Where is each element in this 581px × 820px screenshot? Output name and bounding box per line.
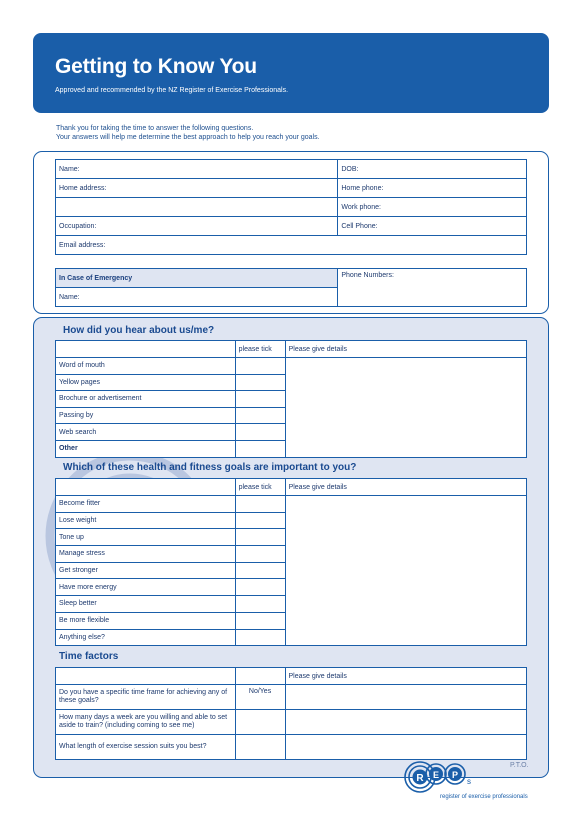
goal-item: Sleep better	[56, 596, 236, 613]
logo-text: register of exercise professionals	[440, 794, 528, 800]
hear-item: Passing by	[56, 407, 236, 424]
goal-tick-box[interactable]	[235, 546, 285, 563]
hear-tick-box[interactable]	[235, 374, 285, 391]
emergency-phone-field[interactable]	[338, 269, 527, 307]
dob-label: DOB:	[341, 165, 359, 173]
name-field[interactable]	[56, 160, 338, 179]
time-header-empty	[56, 668, 236, 685]
goals-col-tick: please tick	[235, 479, 285, 496]
hear-tick-box[interactable]	[235, 407, 285, 424]
home-address-label: Home address:	[59, 184, 107, 192]
goal-tick-box[interactable]	[235, 529, 285, 546]
logo-letter: P	[451, 770, 459, 780]
goal-item: Lose weight	[56, 512, 236, 529]
goal-tick-box[interactable]	[235, 612, 285, 629]
emergency-table	[55, 268, 527, 307]
pto-label: P.T.O.	[510, 762, 529, 769]
dob-field[interactable]	[338, 160, 527, 179]
hear-tick-box[interactable]	[235, 424, 285, 441]
work-phone-field[interactable]	[338, 198, 527, 217]
emergency-name-field[interactable]	[56, 288, 338, 307]
logo-letter: R	[416, 773, 424, 784]
hear-item: Other	[56, 440, 236, 457]
hear-header-empty	[56, 341, 236, 358]
hear-heading: How did you hear about us/me?	[63, 325, 215, 336]
work-phone-label: Work phone:	[341, 203, 381, 211]
logo-letter: E	[432, 770, 440, 780]
hear-item: Word of mouth	[56, 358, 236, 375]
goals-details-field[interactable]	[285, 496, 526, 646]
home-address-field[interactable]	[56, 179, 338, 198]
intro-text	[56, 124, 320, 142]
hear-tick-box[interactable]	[235, 358, 285, 375]
occupation-field[interactable]	[56, 217, 338, 236]
goal-tick-box[interactable]	[235, 596, 285, 613]
goal-tick-box[interactable]	[235, 562, 285, 579]
hear-col-details: Please give details	[285, 341, 526, 358]
time-question-2: How many days a week are you willing and able to set aside to train? (including coming to see me)	[56, 710, 236, 735]
time-details-2[interactable]	[285, 710, 526, 735]
emergency-title: In Case of Emergency	[56, 269, 338, 288]
time-header-blank	[235, 668, 285, 685]
hear-details-field[interactable]	[285, 358, 526, 458]
page-subtitle: Approved and recommended by the NZ Register of Exercise Professionals.	[55, 87, 289, 94]
time-heading: Time factors	[59, 651, 119, 662]
name-label: Name:	[59, 165, 80, 173]
time-question-1: Do you have a specific time frame for achieving any of these goals?	[56, 685, 236, 710]
hear-col-tick: please tick	[235, 341, 285, 358]
hear-item: Web search	[56, 424, 236, 441]
home-address-field-2[interactable]	[56, 198, 338, 217]
time-table	[55, 667, 527, 760]
personal-details-table	[55, 159, 527, 255]
hear-tick-box[interactable]	[235, 440, 285, 457]
cell-phone-field[interactable]	[338, 217, 527, 236]
goal-item: Get stronger	[56, 562, 236, 579]
goals-heading: Which of these health and fitness goals are important to you?	[63, 462, 357, 473]
goal-item: Anything else?	[56, 629, 236, 646]
goal-tick-box[interactable]	[235, 579, 285, 596]
page-title: Getting to Know You	[55, 55, 257, 78]
goal-tick-box[interactable]	[235, 512, 285, 529]
home-phone-label: Home phone:	[341, 184, 384, 192]
cell-phone-label: Cell Phone:	[341, 222, 378, 230]
time-details-3[interactable]	[285, 735, 526, 760]
hear-tick-box[interactable]	[235, 391, 285, 408]
hear-item: Yellow pages	[56, 374, 236, 391]
goals-table	[55, 478, 527, 646]
goal-item: Be more flexible	[56, 612, 236, 629]
goal-tick-box[interactable]	[235, 629, 285, 646]
goal-item: Have more energy	[56, 579, 236, 596]
time-col-details: Please give details	[285, 668, 526, 685]
email-field[interactable]	[56, 236, 527, 255]
goal-item: Manage stress	[56, 546, 236, 563]
occupation-label: Occupation:	[59, 222, 97, 230]
time-answer-3[interactable]	[235, 735, 285, 760]
emergency-name-label: Name:	[59, 293, 80, 301]
header-banner	[33, 33, 549, 113]
time-question-3: What length of exercise session suits you best?	[56, 735, 236, 760]
intro-line-2: Your answers will help me determine the best approach to help you reach your goals.	[56, 134, 320, 141]
goal-item: Tone up	[56, 529, 236, 546]
goals-col-details: Please give details	[285, 479, 526, 496]
goal-tick-box[interactable]	[235, 496, 285, 513]
intro-line-1: Thank you for taking the time to answer the following questions.	[56, 125, 254, 132]
hear-table	[55, 340, 527, 458]
emergency-phone-label: Phone Numbers:	[341, 272, 394, 279]
goals-header-empty	[56, 479, 236, 496]
home-phone-field[interactable]	[338, 179, 527, 198]
goal-item: Become fitter	[56, 496, 236, 513]
hear-item: Brochure or advertisement	[56, 391, 236, 408]
email-label: Email address:	[59, 241, 106, 249]
time-details-1[interactable]	[285, 685, 526, 710]
logo-letter: s	[467, 777, 471, 786]
time-answer-1[interactable]: No/Yes	[235, 685, 285, 710]
time-answer-2[interactable]	[235, 710, 285, 735]
